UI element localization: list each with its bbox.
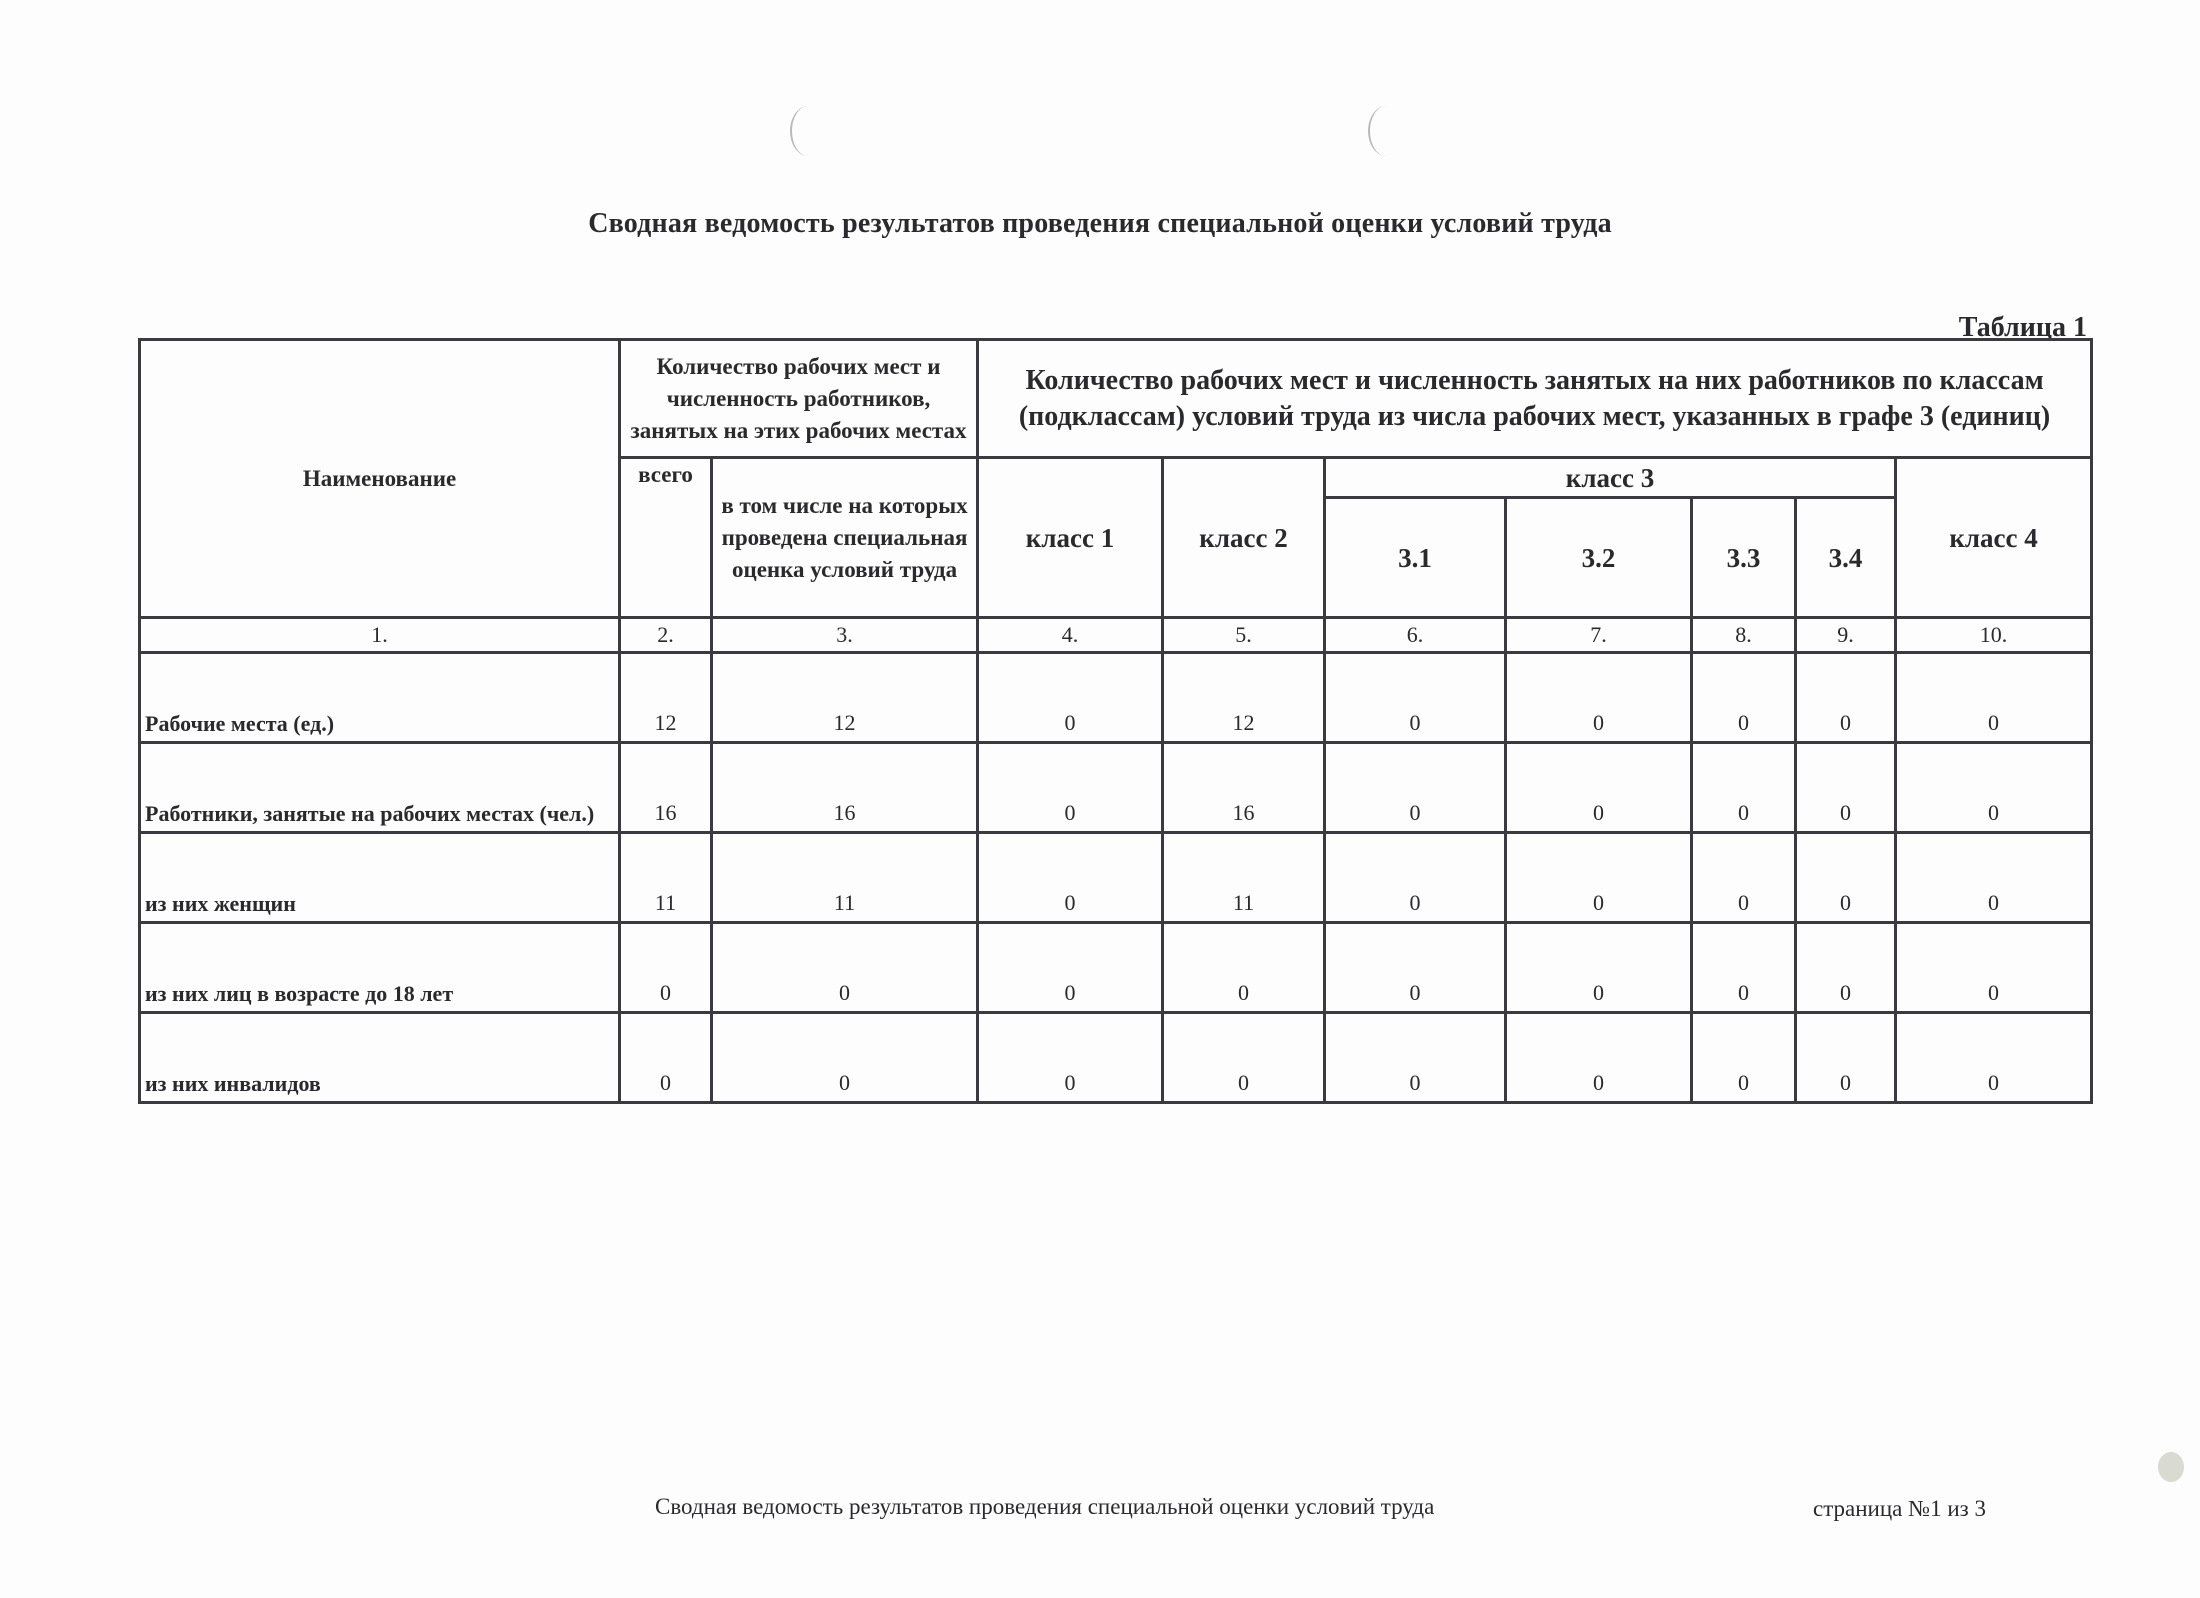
document-title: Сводная ведомость результатов проведения специальной оценки условий труда	[588, 208, 1612, 239]
column-number: 8.	[1692, 618, 1796, 653]
table-cell: 0	[712, 1013, 978, 1103]
table-cell: 0	[978, 743, 1163, 833]
table-row-workplaces	[140, 653, 2092, 743]
column-number: 2.	[620, 618, 712, 653]
table-cell: 0	[1325, 1013, 1506, 1103]
table-cell: 12	[712, 653, 978, 743]
table-cell: 0	[1163, 1013, 1325, 1103]
footer-title: Сводная ведомость результатов проведения специальной оценки условий труда	[655, 1494, 1435, 1519]
row-label: из них женщин	[140, 833, 620, 923]
table-cell: 0	[1796, 833, 1896, 923]
table-cell: 0	[978, 923, 1163, 1013]
row-label: Работники, занятые на рабочих местах (чел.)	[140, 743, 620, 833]
table-cell: 0	[1506, 743, 1692, 833]
table-cell: 0	[1896, 1013, 2092, 1103]
column-number: 10.	[1896, 618, 2092, 653]
table-cell: 0	[1325, 833, 1506, 923]
table-cell: 0	[1796, 923, 1896, 1013]
table-cell: 12	[1163, 653, 1325, 743]
summary-table	[138, 338, 2093, 1104]
column-number: 5.	[1163, 618, 1325, 653]
row-label: из них инвалидов	[140, 1013, 620, 1103]
header-quantity-group: Количество рабочих мест и численность работников, занятых на этих рабочих местах	[620, 340, 978, 458]
table-cell: 0	[978, 653, 1163, 743]
table-cell: 0	[1506, 833, 1692, 923]
row-label: Рабочие места (ед.)	[140, 653, 620, 743]
header-class4: класс 4	[1896, 458, 2092, 618]
table-row-disabled	[140, 1013, 2092, 1103]
header-class3: класс 3	[1325, 458, 1896, 498]
table-row-workers	[140, 743, 2092, 833]
table-cell: 0	[1506, 923, 1692, 1013]
table-cell: 16	[620, 743, 712, 833]
table-cell: 12	[620, 653, 712, 743]
table-cell: 0	[1325, 653, 1506, 743]
table-cell: 0	[1692, 833, 1796, 923]
table-cell: 11	[1163, 833, 1325, 923]
header-sub-3-1: 3.1	[1325, 498, 1506, 618]
table-cell: 0	[1692, 1013, 1796, 1103]
table-row-minors	[140, 923, 2092, 1013]
table-cell: 0	[1692, 743, 1796, 833]
column-number: 3.	[712, 618, 978, 653]
table-cell: 0	[1796, 743, 1896, 833]
column-number: 7.	[1506, 618, 1692, 653]
table-cell: 0	[1163, 923, 1325, 1013]
punch-hole-mark	[1368, 106, 1404, 156]
table-cell: 0	[1896, 653, 2092, 743]
table-row-women	[140, 833, 2092, 923]
header-class2: класс 2	[1163, 458, 1325, 618]
table-cell: 11	[712, 833, 978, 923]
header-total: всего	[620, 458, 712, 618]
table-cell: 0	[620, 1013, 712, 1103]
header-sub-3-2: 3.2	[1506, 498, 1692, 618]
header-sub-3-3: 3.3	[1692, 498, 1796, 618]
column-number: 6.	[1325, 618, 1506, 653]
table-cell: 0	[1692, 653, 1796, 743]
table-cell: 0	[1896, 923, 2092, 1013]
page-number: страница №1 из 3	[1813, 1496, 1986, 1521]
row-label: из них лиц в возрасте до 18 лет	[140, 923, 620, 1013]
table-cell: 0	[1325, 923, 1506, 1013]
table-cell: 0	[1796, 653, 1896, 743]
column-number: 9.	[1796, 618, 1896, 653]
table-cell: 0	[1796, 1013, 1896, 1103]
table-label: Таблица 1	[1958, 312, 2087, 343]
header-name: Наименование	[140, 340, 620, 618]
table-cell: 16	[1163, 743, 1325, 833]
header-assessed: в том числе на которых проведена специальная оценка условий труда	[712, 458, 978, 618]
table-cell: 0	[1506, 1013, 1692, 1103]
column-numbers-row	[140, 618, 2092, 653]
table-cell: 0	[1325, 743, 1506, 833]
paper-stain-mark	[2158, 1452, 2184, 1482]
punch-hole-mark	[790, 106, 826, 156]
table-cell: 0	[978, 1013, 1163, 1103]
header-sub-3-4: 3.4	[1796, 498, 1896, 618]
table-cell: 0	[712, 923, 978, 1013]
table-cell: 11	[620, 833, 712, 923]
table-cell: 0	[1896, 833, 2092, 923]
table-cell: 0	[620, 923, 712, 1013]
column-number: 1.	[140, 618, 620, 653]
table-cell: 0	[978, 833, 1163, 923]
header-class1: класс 1	[978, 458, 1163, 618]
column-number: 4.	[978, 618, 1163, 653]
header-classes-group: Количество рабочих мест и численность занятых на них работников по классам (подклассам) условий труда из числа рабочих мест, указанных в графе 3 (единиц)	[978, 340, 2092, 458]
table-cell: 0	[1692, 923, 1796, 1013]
table-cell: 16	[712, 743, 978, 833]
table-cell: 0	[1896, 743, 2092, 833]
table-cell: 0	[1506, 653, 1692, 743]
